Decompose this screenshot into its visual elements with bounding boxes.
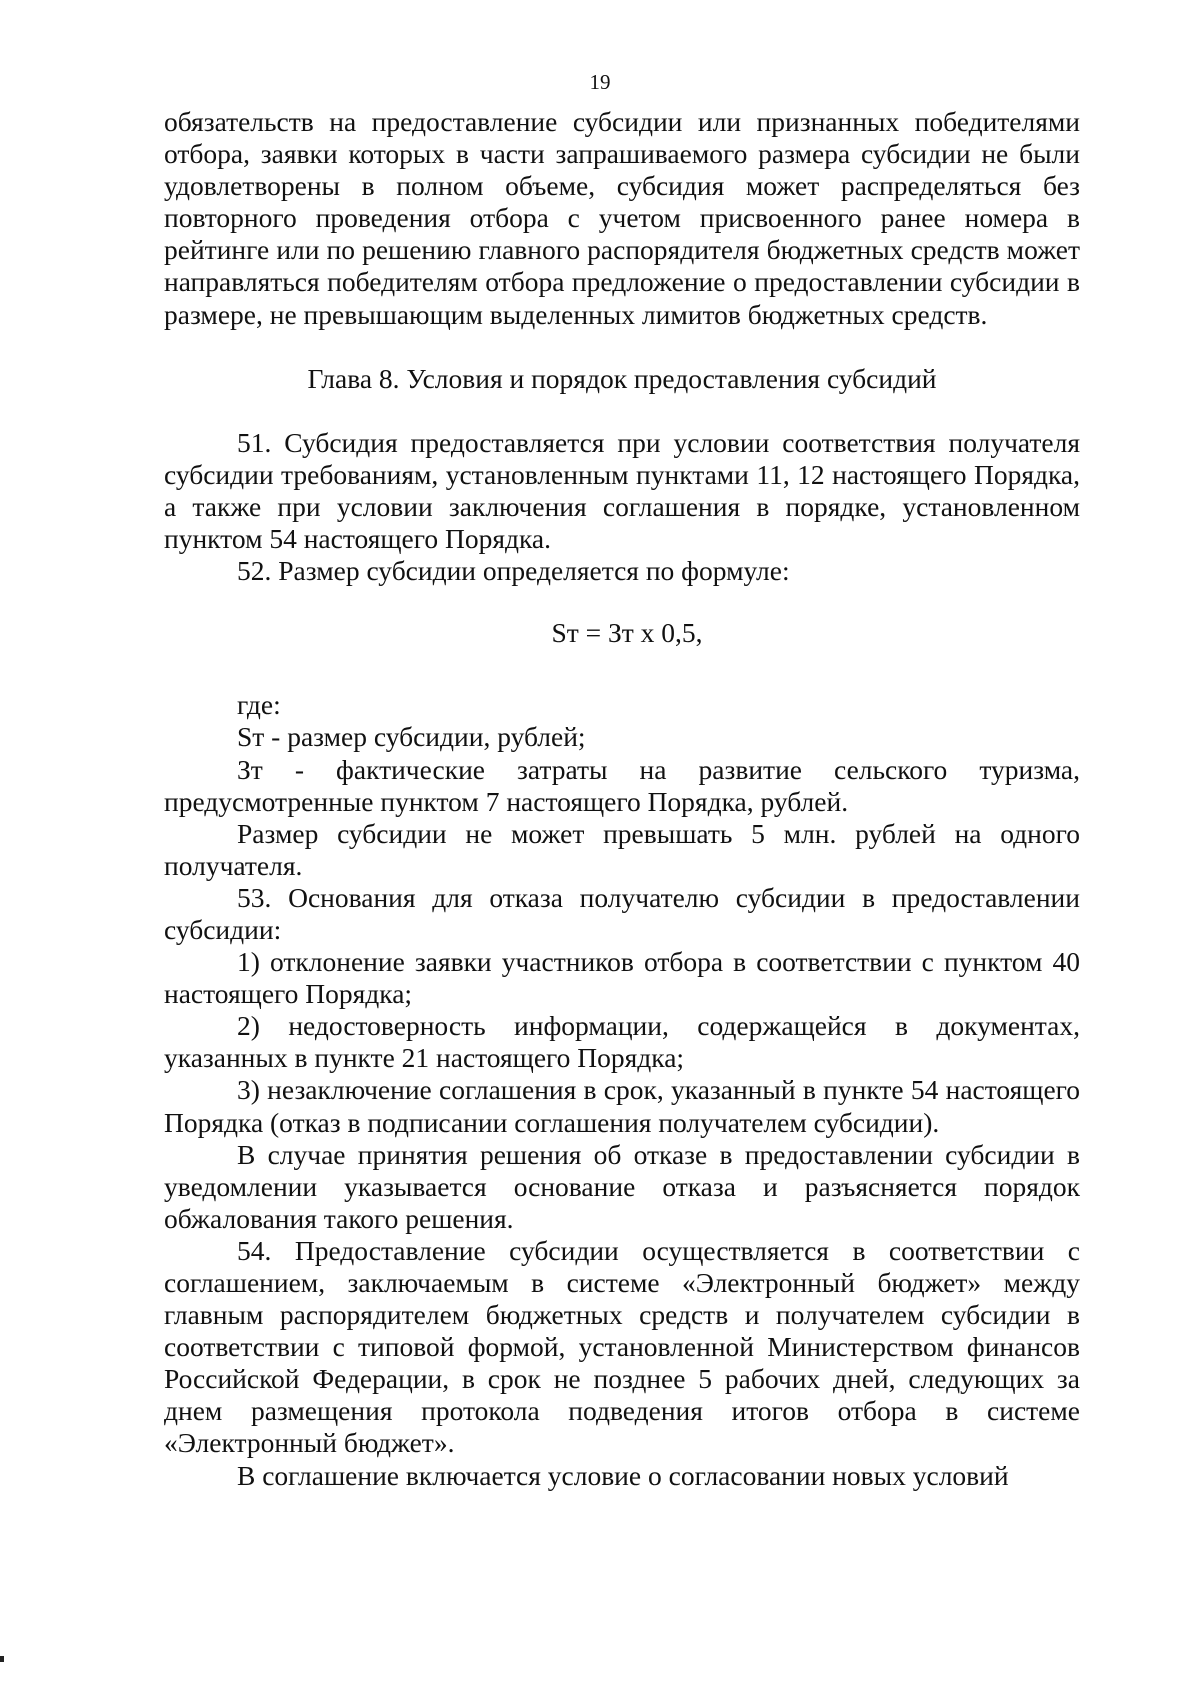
- document-body: [164, 106, 1080, 1492]
- intro-paragraph: обязательств на предоставление субсидии или признанных победителями отбора, заявки которых в части запрашиваемого размера субсидии не были удовлетворены в полном объеме, субсидия может распределяться без повторного проведения отбора с учетом присвоенного ранее номера в рейтинге или по решению главного распорядителя бюджетных средств может направляться победителям отбора предложение о предоставлении субсидии в размере, не превышающим выделенных лимитов бюджетных средств.: [164, 106, 1080, 330]
- page-number: 19: [589, 70, 611, 94]
- paragraph-53: 53. Основания для отказа получателю субсидии в предоставлении субсидии:: [164, 881, 1080, 945]
- where-label: где:: [237, 689, 281, 721]
- paragraph-51: 51. Субсидия предоставляется при условии соответствия получателя субсидии требованиям, установленным пунктами 11, 12 настоящего Порядка, а также при условии заключения соглашения в порядке, установленном пунктом 54 настоящего Порядка.: [164, 426, 1080, 555]
- paragraph-53-item-2: 2) недостоверность информации, содержащейся в документах, указанных в пункте 21 настоящего Порядка;: [164, 1010, 1080, 1074]
- paragraph-53-item-3: 3) незаключение соглашения в срок, указанный в пункте 54 настоящего Порядка (отказ в подписании соглашения получателем субсидии).: [164, 1074, 1080, 1138]
- definition-st: Sт - размер субсидии, рублей;: [237, 721, 586, 753]
- paragraph-53-item-1: 1) отклонение заявки участников отбора в соответствии с пунктом 40 настоящего Порядка;: [164, 946, 1080, 1010]
- paragraph-54: 54. Предоставление субсидии осуществляется в соответствии с соглашением, заключаемым в системе «Электронный бюджет» между главным распорядителем бюджетных средств и получателем субсидии в соответствии с типовой формой, установленной Министерством финансов Российской Федерации, в срок не позднее 5 рабочих дней, следующих за днем размещения протокола подведения итогов отбора в системе «Электронный бюджет».: [164, 1234, 1080, 1459]
- subsidy-limit: Размер субсидии не может превышать 5 млн. рублей на одного получателя.: [164, 817, 1080, 881]
- refusal-note: В случае принятия решения об отказе в предоставлении субсидии в уведомлении указывается основание отказа и разъясняется порядок обжалования такого решения.: [164, 1138, 1080, 1234]
- scan-edge-mark: [0, 1656, 4, 1662]
- paragraph-52: 52. Размер субсидии определяется по формуле:: [237, 555, 790, 587]
- chapter-heading: Глава 8. Условия и порядок предоставления субсидий: [307, 362, 937, 394]
- formula: Sт = Зт х 0,5,: [551, 617, 703, 649]
- definition-zt: Зт - фактические затраты на развитие сельского туризма, предусмотренные пунктом 7 настоящего Порядка, рублей.: [164, 753, 1080, 817]
- paragraph-54-continued: В соглашение включается условие о согласовании новых условий: [237, 1459, 1009, 1491]
